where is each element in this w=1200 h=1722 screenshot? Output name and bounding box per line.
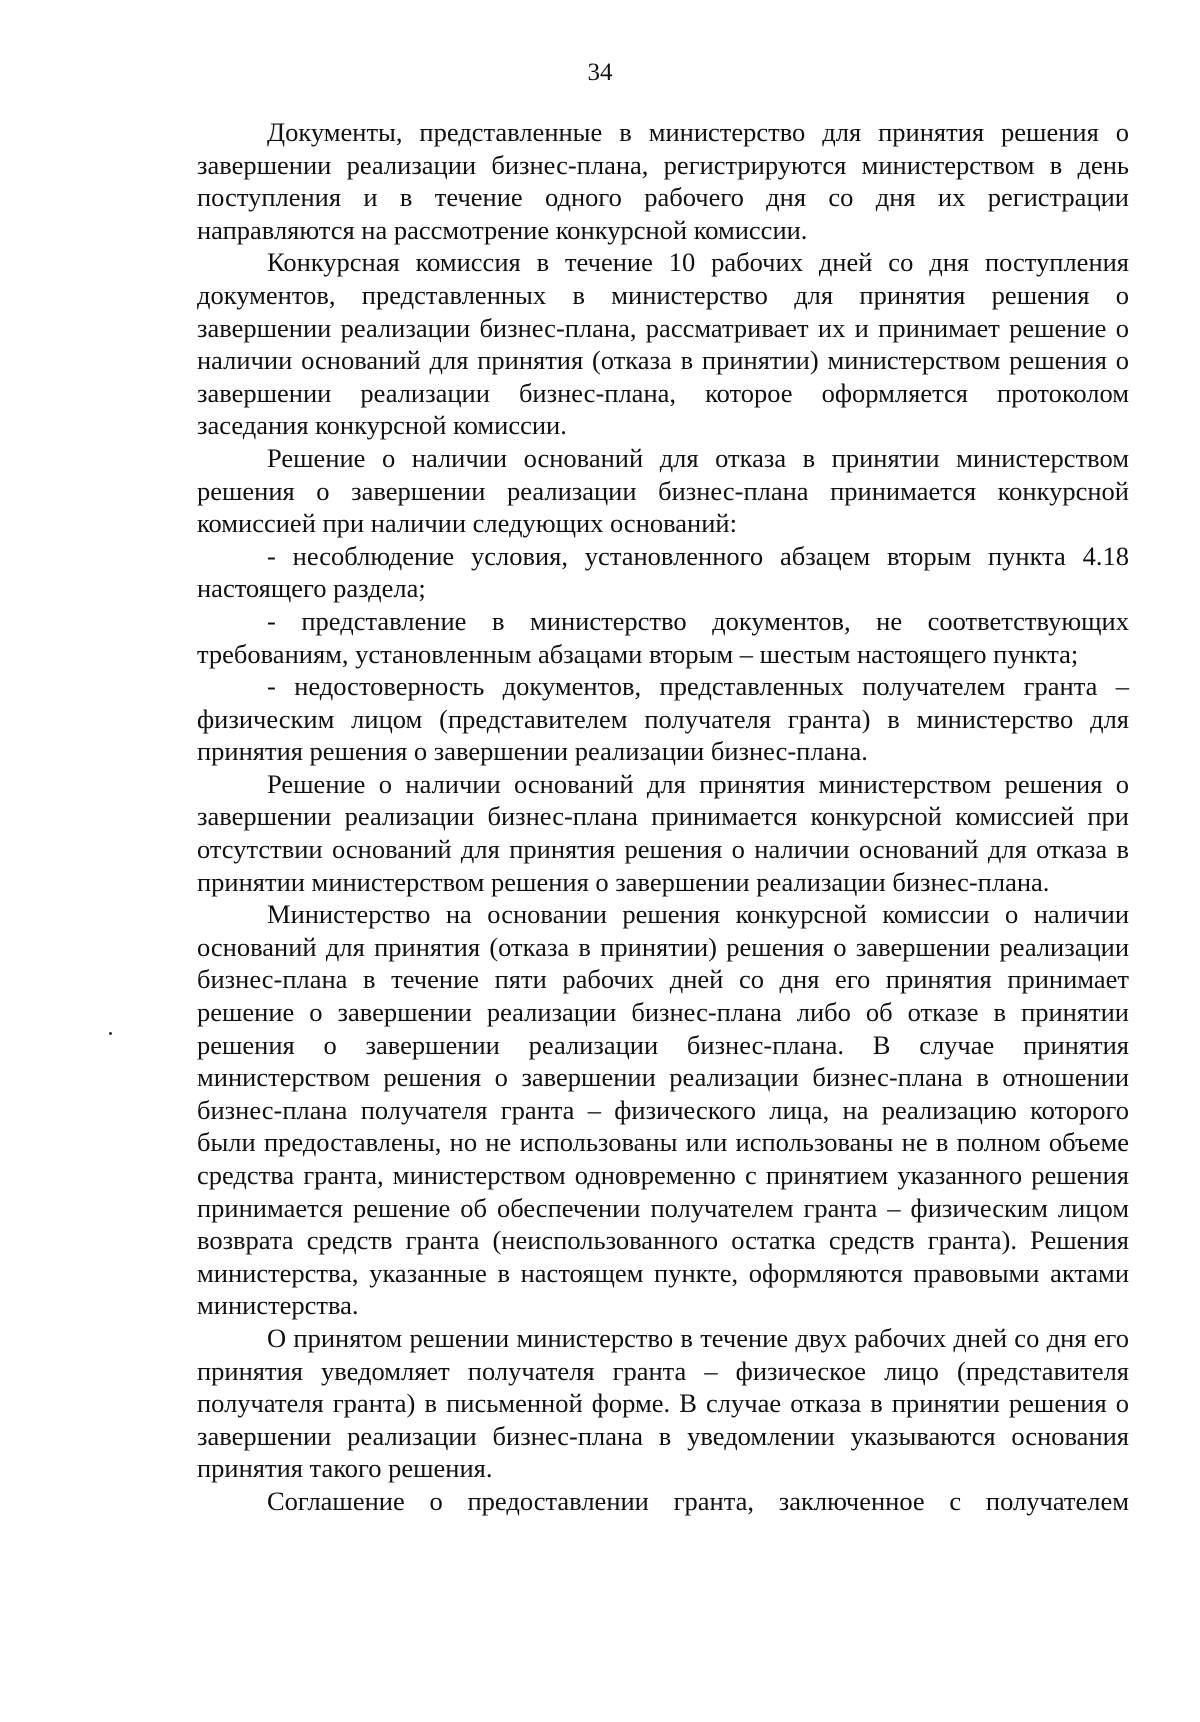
paragraph-refusal-grounds-intro: Решение о наличии оснований для отказа в принятии министерством решения о завершении реализации бизнес-плана принимается конкурсной комиссией при наличии следующих оснований: [197,442,1129,539]
paragraph-notification: О принятом решении министерство в течение двух рабочих дней со дня его принятия уведомляет получателя гранта – физическое лицо (представителя получателя гранта) в письменной форме. В случае отказа в принятии решения о завершении реализации бизнес-плана в уведомлении указываются основания принятия такого решения. [197,1322,1129,1484]
list-item-unreliable-documents: - недостоверность документов, представленных получателем гранта – физическим лицом (представителем получателя гранта) в министерство для принятия решения о завершении реализации бизнес-плана. [197,671,1129,767]
list-item-nonconforming-documents: - представление в министерство документов, не соответствующих требованиям, установленным абзацами вторым – шестым настоящего пункта; [197,605,1129,669]
scan-dot-mark [109,1032,112,1035]
paragraph-ministry-decision: Министерство на основании решения конкурсной комиссии о наличии оснований для принятия (отказа в принятии) решения о завершении реализации бизнес-плана в течение пяти рабочих дней со дня его принятия принимает решение о завершении реализации бизнес-плана либо об отказе в принятии решения о завершении реализации бизнес-плана. В случае принятия министерством решения о завершении реализации бизнес-плана в отношении бизнес-плана получателя гранта – физического лица, на реализацию которого были предоставлены, но не использованы или использованы не в полном объеме средства гранта, министерством одновременно с принятием указанного решения принимается решение об обеспечении получателем гранта – физическим лицом возврата средств гранта (неиспользованного остатка средств гранта). Решения министерства, указанные в настоящем пункте, оформляются правовыми актами министерства. [197,899,1129,1321]
paragraph-documents-registration: Документы, представленные в министерство для принятия решения о завершении реализации бизнес-плана, регистрируются министерством в день поступления и в течение одного рабочего дня со дня их регистрации направляются на рассмотрение конкурсной комиссии. [197,117,1129,245]
list-item-condition-noncompliance: - несоблюдение условия, установленного абзацем вторым пункта 4.18 настоящего раздела; [197,540,1129,604]
paragraph-grant-agreement: Соглашение о предоставлении гранта, заключенное с получателем [267,1485,1129,1516]
page-number: 34 [587,59,613,86]
body-text [197,116,1129,1518]
paragraph-commission-review: Конкурсная комиссия в течение 10 рабочих дней со дня поступления документов, представленных в министерство для принятия решения о завершении реализации бизнес-плана, рассматривает их и принимает решение о наличии оснований для принятия (отказа в принятии) министерством решения о завершении реализации бизнес-плана, которое оформляется протоколом заседания конкурсной комиссии. [197,247,1129,441]
paragraph-acceptance-grounds: Решение о наличии оснований для принятия министерством решения о завершении реализации бизнес-плана принимается конкурсной комиссией при отсутствии оснований для принятия решения о наличии оснований для отказа в принятии министерством решения о завершении реализации бизнес-плана. [197,768,1129,897]
